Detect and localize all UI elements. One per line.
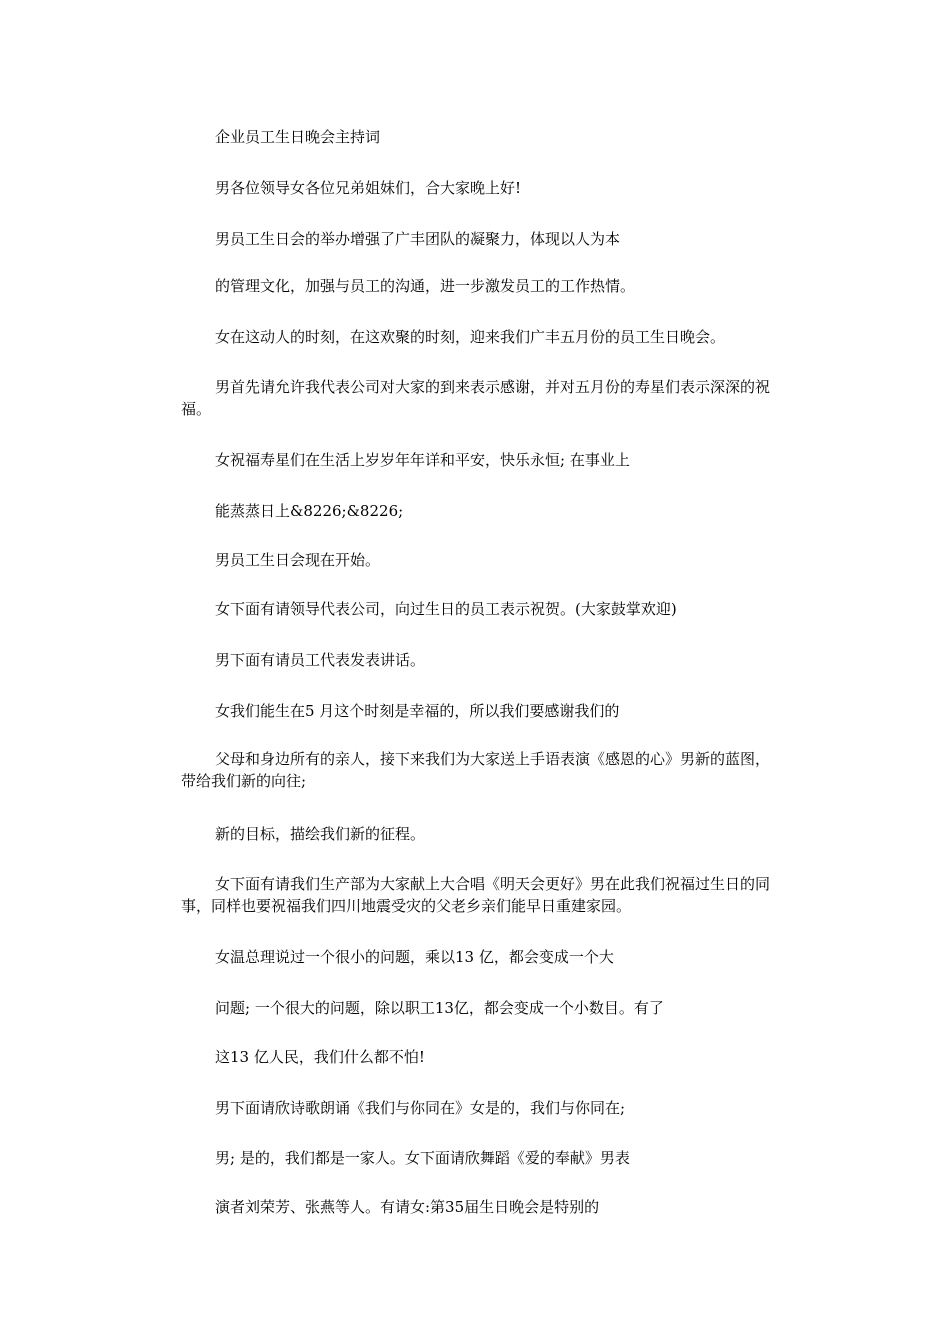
paragraph: 男; 是的，我们都是一家人。女下面请欣舞蹈《爱的奉献》男表 <box>215 1149 630 1167</box>
paragraph: 女温总理说过一个很小的问题，乘以13 亿，都会变成一个大 <box>215 948 614 966</box>
paragraph: 女我们能生在5 月这个时刻是幸福的，所以我们要感谢我们的 <box>215 702 620 720</box>
paragraph: 女祝福寿星们在生活上岁岁年年详和平安，快乐永恒; 在事业上 <box>215 451 630 469</box>
paragraph-greeting: 男各位领导女各位兄弟姐妹们，合大家晚上好! <box>215 179 522 197</box>
paragraph: 女在这动人的时刻，在这欢聚的时刻，迎来我们广丰五月份的员工生日晚会。 <box>215 328 726 346</box>
paragraph: 新的目标，描绘我们新的征程。 <box>215 825 426 843</box>
paragraph: 男下面请欣诗歌朗诵《我们与你同在》女是的，我们与你同在; <box>215 1099 626 1117</box>
paragraph: 男员工生日会的举办增强了广丰团队的凝聚力，体现以人为本 <box>215 230 621 248</box>
paragraph: 这13 亿人民，我们什么都不怕! <box>215 1048 425 1066</box>
document-title: 企业员工生日晚会主持词 <box>215 128 381 146</box>
paragraph: 男首先请允许我代表公司对大家的到来表示感谢，并对五月份的寿星们表示深深的祝福。 <box>181 378 771 418</box>
paragraph: 女下面有请领导代表公司，向过生日的员工表示祝贺。(大家鼓掌欢迎) <box>215 600 677 618</box>
paragraph: 父母和身边所有的亲人，接下来我们为大家送上手语表演《感恩的心》男新的蓝图，带给我们新的向往; <box>181 750 771 790</box>
paragraph: 演者刘荣芳、张燕等人。有请女:第35届生日晚会是特别的 <box>215 1198 600 1216</box>
paragraph: 男下面有请员工代表发表讲话。 <box>215 651 426 669</box>
paragraph: 女下面有请我们生产部为大家献上大合唱《明天会更好》男在此我们祝福过生日的同事，同样也要祝福我们四川地震受灾的父老乡亲们能早日重建家园。 <box>181 875 771 915</box>
paragraph: 能蒸蒸日上&8226;&8226; <box>215 502 404 520</box>
paragraph: 问题; 一个很大的问题，除以职工13亿，都会变成一个小数目。有了 <box>215 999 664 1017</box>
paragraph: 的管理文化，加强与员工的沟通，进一步激发员工的工作热情。 <box>215 277 636 295</box>
paragraph: 男员工生日会现在开始。 <box>215 551 381 569</box>
